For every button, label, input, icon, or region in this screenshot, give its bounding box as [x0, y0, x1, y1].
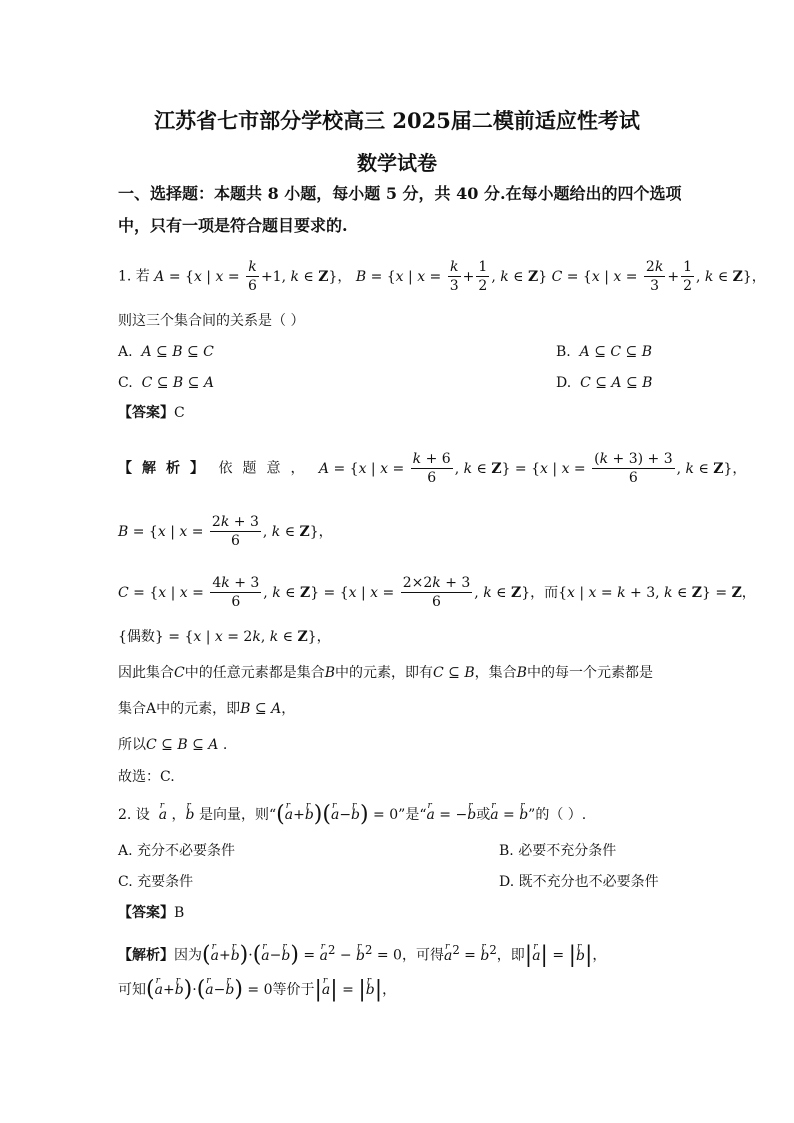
q2-stem: 2. 设 r a ，r b 是向量，则“(r a+r b)(r a−r b) = 0”是“r a = −r b或r a = r b”的（ ）. [118, 805, 586, 825]
q1-number: 1. 若 [118, 268, 150, 285]
q2-analysis-line1: 【解析】因为(r a+r b)·(r a−r b) = r $a^2 - r$ $b^2 = 0$，可得r $a^2 = r$ $b^2$，即|r a| = |r b|， [118, 940, 606, 966]
q2-option-b: B. 必要不充分条件 [499, 843, 617, 859]
q1-option-b: B. A ⊆ C ⊆ B [556, 344, 653, 360]
q1-answer: 【答案】C [118, 405, 185, 421]
q2-option-c: C. 充要条件 [118, 874, 194, 890]
q2-option-d: D. 既不充分也不必要条件 [499, 874, 659, 890]
q1-analysis-set-c: C = {x | x = $\frac{4k + 3}{6}$ , k ∈ Z} = {x | x = $\frac{2\times 2k + 3}{6}$ , k ∈ Z}，而{x | x = k + 3, k ∈ Z} = Z， [118, 575, 756, 610]
q1-option-d: D. C ⊆ A ⊆ B [556, 375, 653, 391]
q2-answer: 【答案】B [118, 905, 185, 921]
q1-stem [118, 258, 766, 295]
page-title: 江苏省七市部分学校高三 2025届二模前适应性考试 [154, 108, 640, 133]
q1-set-a: A = {x | x = $\frac{k}{6}$ +1, k ∈ Z}， B = {x | x = $\frac{k}{3}$ + $\frac{1}{2}$ , k ∈ Z} C = {x | x = $\frac{2k}{3}$ + $\frac{1}{2}$ , k ∈ Z}， [154, 259, 766, 294]
q1-analysis-reason1: 因此集合C中的任意元素都是集合B中的元素，即有C ⊆ B，集合B中的每一个元素都是 [118, 665, 653, 681]
section-heading-line1: 一、选择题：本题共 8 小题，每小题 5 分，共 40 分.在每小题给出的四个选项 [118, 184, 682, 203]
q1-option-a: A. A ⊆ B ⊆ C [118, 344, 214, 360]
q1-question-tail: 则这三个集合间的关系是（ ） [118, 313, 305, 329]
section-heading-line2: 中，只有一项是符合题目要求的. [118, 216, 348, 235]
q1-choose: 故选：C. [118, 769, 175, 785]
q1-analysis-line1: 【解析】 依题意， A = {x | x = $\frac{k + 6}{6}$ , k ∈ Z} = {x | x = $\frac{(k + 3) + 3}{6}$ , k ∈ Z}， [118, 451, 747, 486]
q1-analysis-even: {偶数} = {x | x = 2k, k ∈ Z}， [118, 629, 331, 645]
q1-option-c: C. C ⊆ B ⊆ A [118, 375, 214, 391]
q2-analysis-line2: 可知(r a+r b)·(r a−r b) = 0等价于|r a| = |r b|， [118, 980, 396, 1000]
q1-analysis-reason2: 集合A中的元素，即B ⊆ A， [118, 701, 296, 717]
page-subtitle: 数学试卷 [357, 151, 437, 175]
q1-analysis-set-b: B = {x | x = $\frac{2k + 3}{6}$ , k ∈ Z}， [118, 514, 333, 549]
q2-option-a: A. 充分不必要条件 [118, 843, 236, 859]
q1-analysis-conclusion: 所以C ⊆ B ⊆ A . [118, 737, 228, 753]
